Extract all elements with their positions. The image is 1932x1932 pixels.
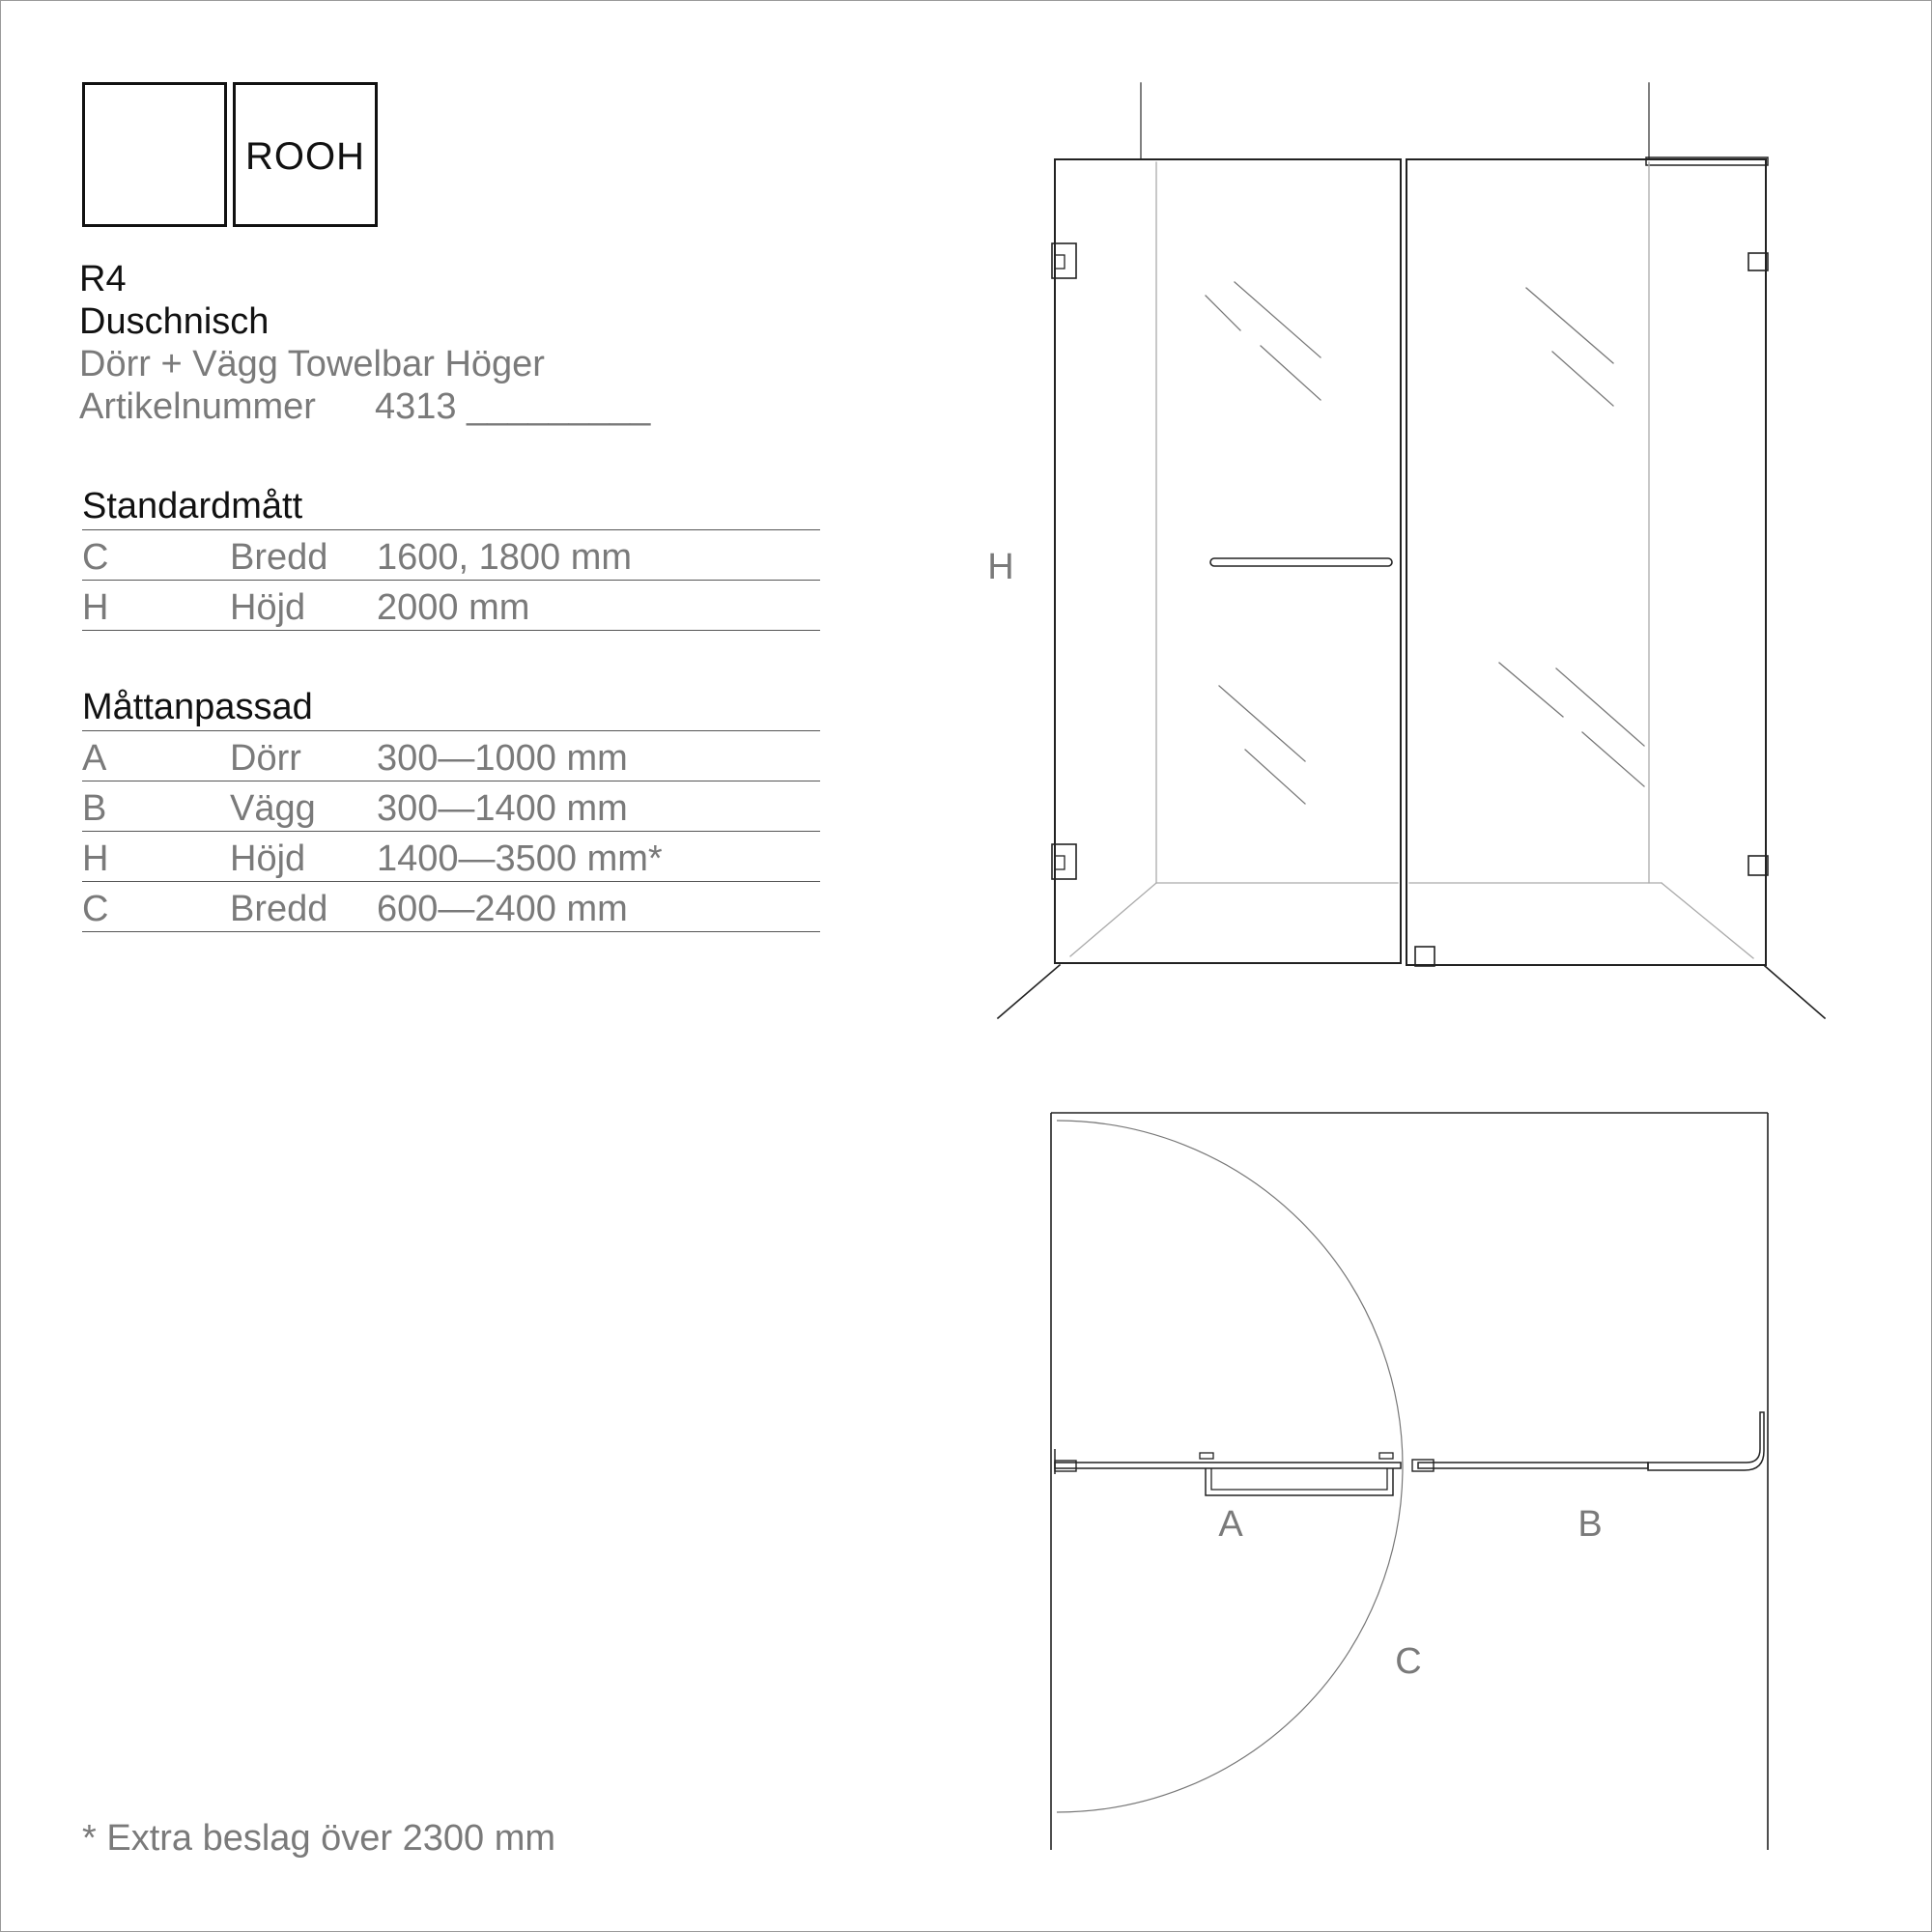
- custom-row-4-key: C: [82, 889, 109, 929]
- standard-row-1-value: 1600, 1800 mm: [377, 537, 633, 578]
- label-width: C: [1395, 1641, 1422, 1682]
- standard-row-2-label: Höjd: [230, 587, 306, 628]
- label-door: A: [1218, 1504, 1243, 1545]
- standard-row-2-key: H: [82, 587, 109, 628]
- article-label: Artikelnummer: [79, 386, 316, 427]
- custom-row-3-label: Höjd: [230, 838, 306, 879]
- product-variant: Dörr + Vägg Towelbar Höger: [79, 344, 545, 384]
- custom-row-2-label: Vägg: [230, 788, 316, 829]
- label-wall: B: [1577, 1504, 1603, 1545]
- custom-row-4-value: 600—2400 mm: [377, 889, 628, 929]
- standard-row-2-value: 2000 mm: [377, 587, 530, 628]
- custom-row-3-value: 1400—3500 mm*: [377, 838, 663, 879]
- custom-row-1-key: A: [82, 738, 107, 779]
- custom-title: Måttanpassad: [82, 687, 313, 727]
- custom-row-3-key: H: [82, 838, 109, 879]
- article-number: 4313 _________: [375, 386, 651, 427]
- label-height: H: [987, 547, 1014, 587]
- standard-row-1-key: C: [82, 537, 109, 578]
- standard-title: Standardmått: [82, 486, 303, 526]
- custom-row-2-key: B: [82, 788, 107, 829]
- custom-row-1-label: Dörr: [230, 738, 301, 779]
- custom-row-4-label: Bredd: [230, 889, 328, 929]
- custom-row-2-value: 300—1400 mm: [377, 788, 628, 829]
- custom-row-1-value: 300—1000 mm: [377, 738, 628, 779]
- footnote: * Extra beslag över 2300 mm: [82, 1818, 556, 1859]
- plan-view-drawing: [1051, 1113, 1768, 1850]
- product-category: Duschnisch: [79, 301, 270, 342]
- front-elevation-drawing: [998, 83, 1825, 1018]
- product-model: R4: [79, 259, 127, 299]
- standard-row-1-label: Bredd: [230, 537, 328, 578]
- brand-name: ROOH: [245, 135, 365, 178]
